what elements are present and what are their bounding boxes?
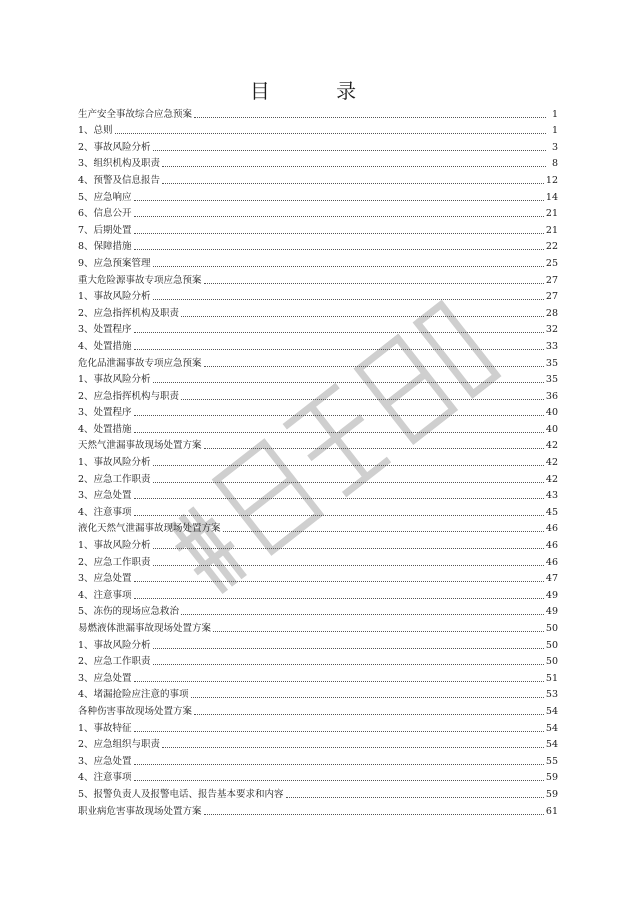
toc-dot-leader [134,731,544,732]
toc-entry-label: 2、应急工作职责 [78,473,151,485]
toc-page-number: 47 [545,573,558,585]
toc-subsection-entry[interactable] [78,502,558,519]
toc-dot-leader [134,200,544,201]
toc-page-number: 25 [545,257,558,269]
toc-dot-leader [181,316,544,317]
toc-entry-label: 重大危险源事故专项应急预案 [78,274,202,286]
toc-dot-leader [134,432,544,433]
toc-page-number: 1 [551,125,558,137]
toc-page-number: 27 [545,291,558,303]
toc-entry-label: 2、应急指挥机构与职责 [78,390,180,402]
toc-subsection-entry[interactable] [78,403,558,420]
toc-subsection-entry[interactable] [78,386,558,403]
toc-dot-leader [153,565,544,566]
toc-dot-leader [204,814,544,815]
toc-entry-label: 3、应急处置 [78,755,132,767]
toc-dot-leader [153,266,544,267]
toc-entry-label: 3、应急处置 [78,573,132,585]
toc-dot-leader [204,283,544,284]
toc-subsection-entry[interactable] [78,452,558,469]
toc-subsection-entry[interactable] [78,336,558,353]
toc-page-number: 3 [551,141,558,153]
toc-page-number: 50 [545,639,558,651]
toc-entry-label: 3、应急处置 [78,672,132,684]
toc-page-number: 46 [545,523,558,535]
toc-dot-leader [115,133,546,134]
toc-section-entry[interactable] [78,801,558,818]
toc-subsection-entry[interactable] [78,602,558,619]
toc-entry-label: 4、堵漏抢险应注意的事项 [78,689,189,701]
toc-subsection-entry[interactable] [78,486,558,503]
toc-page-number: 54 [545,705,558,717]
toc-entry-label: 2、事故风险分析 [78,141,151,153]
toc-entry-label: 液化天然气泄漏事故现场处置方案 [78,523,221,535]
toc-entry-label: 8、保障措施 [78,241,132,253]
toc-subsection-entry[interactable] [78,735,558,752]
toc-entry-label: 1、事故风险分析 [78,457,151,469]
toc-entry-label: 3、组织机构及职责 [78,158,161,170]
toc-entry-label: 生产安全事故综合应急预案 [78,108,193,120]
toc-dot-leader [134,498,544,499]
toc-page-number: 49 [545,606,558,618]
toc-page-number: 42 [545,440,558,452]
toc-dot-leader [153,482,544,483]
toc-page-number: 27 [545,274,558,286]
toc-page-number: 50 [545,656,558,668]
toc-subsection-entry[interactable] [78,220,558,237]
toc-page-number: 28 [545,307,558,319]
toc-dot-leader [134,764,544,765]
toc-dot-leader [134,233,544,234]
toc-section-entry[interactable] [78,519,558,536]
toc-dot-leader [153,548,544,549]
toc-entry-label: 1、总则 [78,125,113,137]
toc-subsection-entry[interactable] [78,419,558,436]
toc-page-number: 21 [545,208,558,220]
toc-page-number: 54 [545,739,558,751]
toc-entry-label: 9、应急预案管理 [78,257,151,269]
toc-subsection-entry[interactable] [78,204,558,221]
toc-section-entry[interactable] [78,436,558,453]
toc-dot-leader [223,531,544,532]
toc-subsection-entry[interactable] [78,154,558,171]
toc-subsection-entry[interactable] [78,552,558,569]
toc-subsection-entry[interactable] [78,535,558,552]
toc-section-entry[interactable] [78,701,558,718]
toc-dot-leader [194,714,544,715]
toc-subsection-entry[interactable] [78,685,558,702]
toc-entry-label: 4、处置措施 [78,423,132,435]
toc-subsection-entry[interactable] [78,635,558,652]
toc-subsection-entry[interactable] [78,187,558,204]
toc-entry-label: 1、事故风险分析 [78,540,151,552]
toc-subsection-entry[interactable] [78,784,558,801]
toc-dot-leader [134,332,544,333]
toc-entry-label: 危化品泄漏事故专项应急预案 [78,357,202,369]
toc-entry-label: 天然气泄漏事故现场处置方案 [78,440,202,452]
toc-section-entry[interactable] [78,618,558,635]
toc-entry-label: 易燃液体泄漏事故现场处置方案 [78,623,212,634]
toc-subsection-entry[interactable] [78,303,558,320]
toc-page-number: 8 [551,158,558,170]
toc-dot-leader [286,797,544,798]
toc-subsection-entry[interactable] [78,287,558,304]
toc-page-number: 36 [545,390,558,402]
toc-dot-leader [134,681,544,682]
toc-entry-label: 1、事故特征 [78,722,132,734]
toc-entry-label: 4、处置措施 [78,340,132,352]
toc-subsection-entry[interactable] [78,121,558,138]
toc-page-number: 35 [545,357,558,369]
toc-entry-label: 3、处置程序 [78,407,132,419]
toc-entry-label: 7、后期处置 [78,224,132,236]
toc-page-number: 51 [545,672,558,684]
toc-subsection-entry[interactable] [78,768,558,785]
toc-entry-label: 4、注意事项 [78,506,132,518]
toc-dot-leader [162,747,544,748]
toc-entry-label: 6、信息公开 [78,208,132,220]
toc-subsection-entry[interactable] [78,652,558,669]
toc-entry-label: 3、处置程序 [78,324,132,336]
toc-subsection-entry[interactable] [78,170,558,187]
toc-subsection-entry[interactable] [78,370,558,387]
toc-subsection-entry[interactable] [78,469,558,486]
toc-page-number: 45 [545,506,558,518]
toc-page-number: 50 [545,623,558,634]
toc-dot-leader [181,614,544,615]
toc-page-number: 40 [545,423,558,435]
toc-entry-label: 2、应急指挥机构及职责 [78,307,180,319]
toc-entry-label: 2、应急组织与职责 [78,739,161,751]
toc-subsection-entry[interactable] [78,718,558,735]
toc-entry-label: 2、应急工作职责 [78,556,151,568]
page-title: 目 录 [249,79,387,103]
toc-dot-leader [134,216,544,217]
toc-subsection-entry[interactable] [78,137,558,154]
toc-dot-leader [153,150,546,151]
toc-subsection-entry[interactable] [78,253,558,270]
toc-page-number: 1 [551,108,558,120]
toc-entry-label: 4、注意事项 [78,772,132,784]
toc-entry-label: 4、预警及信息报告 [78,174,161,186]
toc-dot-leader [134,415,544,416]
toc-dot-leader [134,515,544,516]
toc-dot-leader [194,117,546,118]
toc-dot-leader [162,183,544,184]
toc-dot-leader [134,349,544,350]
toc-subsection-entry[interactable] [78,668,558,685]
toc-page-number: 40 [545,407,558,419]
toc-entry-label: 各种伤害事故现场处置方案 [78,705,193,717]
table-of-contents [78,104,558,818]
toc-page-number: 14 [545,191,558,203]
toc-page-number: 46 [545,556,558,568]
toc-page-number: 46 [545,540,558,552]
toc-page-number: 61 [545,805,558,817]
toc-dot-leader [134,249,544,250]
toc-page-number: 54 [545,722,558,734]
toc-page-number: 33 [545,340,558,352]
toc-section-entry[interactable] [78,270,558,287]
toc-subsection-entry[interactable] [78,751,558,768]
toc-entry-label: 4、注意事项 [78,589,132,601]
toc-page-number: 49 [545,589,558,601]
toc-subsection-entry[interactable] [78,585,558,602]
toc-dot-leader [153,465,544,466]
toc-entry-label: 1、事故风险分析 [78,374,151,386]
toc-dot-leader [134,581,544,582]
toc-entry-label: 2、应急工作职责 [78,656,151,668]
toc-dot-leader [181,399,544,400]
toc-dot-leader [153,299,544,300]
toc-section-entry[interactable] [78,104,558,121]
toc-subsection-entry[interactable] [78,569,558,586]
toc-page-number: 43 [545,490,558,502]
toc-page-number: 12 [545,174,558,186]
toc-entry-label: 1、事故风险分析 [78,291,151,303]
toc-section-entry[interactable] [78,353,558,370]
toc-subsection-entry[interactable] [78,320,558,337]
toc-entry-label: 5、冻伤的现场应急救治 [78,606,180,618]
toc-entry-label: 职业病危害事故现场处置方案 [78,805,202,817]
toc-page-number: 21 [545,224,558,236]
toc-page-number: 35 [545,374,558,386]
toc-page-number: 53 [545,689,558,701]
toc-page-number: 42 [545,473,558,485]
toc-page-number: 59 [545,772,558,784]
toc-page-number: 55 [545,755,558,767]
toc-dot-leader [134,598,544,599]
toc-dot-leader [213,631,544,632]
toc-entry-label: 5、报警负责人及报警电话、报告基本要求和内容 [78,788,284,800]
toc-subsection-entry[interactable] [78,237,558,254]
toc-dot-leader [153,664,544,665]
toc-page-number: 22 [545,241,558,253]
toc-entry-label: 1、事故风险分析 [78,639,151,651]
toc-page-number: 42 [545,457,558,469]
toc-page-number: 59 [545,788,558,800]
toc-entry-label: 5、应急响应 [78,191,132,203]
toc-dot-leader [162,166,546,167]
toc-dot-leader [204,448,544,449]
toc-dot-leader [191,697,544,698]
toc-entry-label: 3、应急处置 [78,490,132,502]
toc-dot-leader [153,648,544,649]
toc-dot-leader [153,382,544,383]
toc-dot-leader [134,780,544,781]
toc-dot-leader [204,366,544,367]
toc-page-number: 32 [545,324,558,336]
